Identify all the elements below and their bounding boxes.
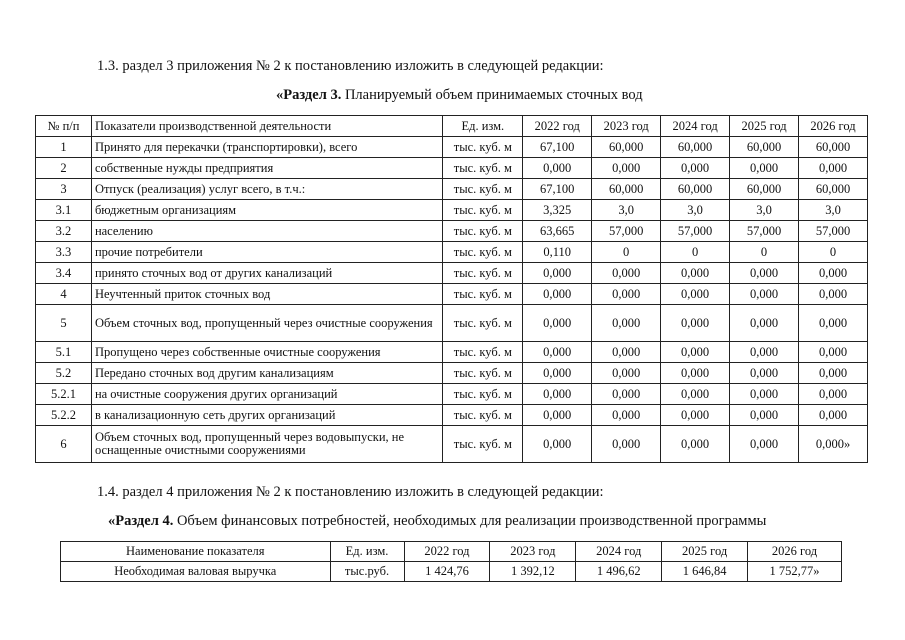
table-cell: 0,000	[592, 405, 661, 426]
table-row	[36, 363, 868, 384]
table-cell: 0,000	[523, 158, 592, 179]
table-cell: тыс. куб. м	[443, 242, 523, 263]
table-cell: 3	[36, 179, 92, 200]
table-cell: 0,000	[730, 284, 799, 305]
table-cell: тыс. куб. м	[443, 179, 523, 200]
table-cell: 0,000	[661, 305, 730, 342]
table-cell: 0,000	[661, 158, 730, 179]
table-cell: 57,000	[799, 221, 868, 242]
table-cell: 0,000	[799, 384, 868, 405]
table-cell: 1 392,12	[490, 562, 576, 582]
table-row	[36, 137, 868, 158]
table-cell: 1 424,76	[404, 562, 490, 582]
paragraph-1-3: 1.3. раздел 3 приложения № 2 к постановлению изложить в следующей редакции:	[97, 58, 604, 74]
table-cell: 0,000	[661, 342, 730, 363]
table-row	[36, 405, 868, 426]
header-cell-2024: 2024 год	[661, 116, 730, 137]
table-cell: 2	[36, 158, 92, 179]
table-cell: тыс. куб. м	[443, 200, 523, 221]
table-cell: 0,000	[799, 263, 868, 284]
table-row	[36, 426, 868, 463]
table-cell: 1 646,84	[662, 562, 748, 582]
table-cell: 60,000	[661, 179, 730, 200]
table-cell: 0,000	[592, 363, 661, 384]
table-cell: 0,000	[730, 363, 799, 384]
header-cell-2023: 2023 год	[592, 116, 661, 137]
table-cell: на очистные сооружения других организаций	[91, 384, 442, 405]
table-cell: 0,000	[523, 284, 592, 305]
header-cell-unit: Ед. изм.	[443, 116, 523, 137]
table-cell: 0,000	[661, 363, 730, 384]
table-cell: Передано сточных вод другим канализациям	[91, 363, 442, 384]
table-cell: 0,000	[799, 284, 868, 305]
table-header-row	[36, 116, 868, 137]
table-cell: 3,0	[799, 200, 868, 221]
table-cell: 0,000	[523, 405, 592, 426]
table-cell: тыс. куб. м	[443, 221, 523, 242]
table-cell: 0,000	[730, 158, 799, 179]
section-4-heading	[108, 513, 766, 530]
table-cell: 0	[730, 242, 799, 263]
table-cell: 0,000	[523, 384, 592, 405]
table-cell: 0,000	[799, 305, 868, 342]
table-row	[36, 284, 868, 305]
header-cell-unit: Ед. изм.	[330, 542, 404, 562]
section-3-heading-text: Планируемый объем принимаемых сточных вод	[341, 87, 643, 103]
table-cell: 0,000	[523, 426, 592, 463]
table-cell: тыс. куб. м	[443, 342, 523, 363]
table-cell: 0,000	[730, 426, 799, 463]
table-cell: 0,000	[661, 405, 730, 426]
table-cell: 0	[799, 242, 868, 263]
table-cell: тыс.руб.	[330, 562, 404, 582]
table-cell: бюджетным организациям	[91, 200, 442, 221]
table-cell: 0,000	[592, 426, 661, 463]
table-cell: 60,000	[799, 179, 868, 200]
table-cell: тыс. куб. м	[443, 137, 523, 158]
table-cell: Отпуск (реализация) услуг всего, в т.ч.:	[91, 179, 442, 200]
table-cell: 0,000	[523, 263, 592, 284]
table-cell: 0,000	[523, 342, 592, 363]
table-cell: Пропущено через собственные очистные сооружения	[91, 342, 442, 363]
table-cell: 3.3	[36, 242, 92, 263]
table-row	[61, 562, 842, 582]
table-cell: 1	[36, 137, 92, 158]
table-row	[36, 221, 868, 242]
table-cell: тыс. куб. м	[443, 158, 523, 179]
table-cell: 57,000	[592, 221, 661, 242]
table-cell: 0,000	[592, 284, 661, 305]
header-cell-number: № п/п	[36, 116, 92, 137]
table-cell: 0,000	[661, 426, 730, 463]
table-cell: 57,000	[730, 221, 799, 242]
table-cell: Принято для перекачки (транспортировки), всего	[91, 137, 442, 158]
table-cell: Необходимая валовая выручка	[61, 562, 331, 582]
table-row	[36, 242, 868, 263]
table-cell: 60,000	[730, 179, 799, 200]
paragraph-1-4: 1.4. раздел 4 приложения № 2 к постановлению изложить в следующей редакции:	[97, 484, 604, 500]
table-cell: 6	[36, 426, 92, 463]
header-cell-2022: 2022 год	[523, 116, 592, 137]
table-cell: тыс. куб. м	[443, 263, 523, 284]
table-cell: 0,000	[730, 405, 799, 426]
table-cell: 5.2.1	[36, 384, 92, 405]
section-4-heading-label: «Раздел 4.	[108, 513, 174, 529]
table-cell: тыс. куб. м	[443, 405, 523, 426]
table-cell: 63,665	[523, 221, 592, 242]
table-cell: 0,110	[523, 242, 592, 263]
table-row	[36, 263, 868, 284]
table-header-row	[61, 542, 842, 562]
header-cell-2025: 2025 год	[662, 542, 748, 562]
table-cell: 67,100	[523, 137, 592, 158]
section-3-heading-label: «Раздел 3.	[276, 87, 342, 103]
table-cell: 0,000	[661, 284, 730, 305]
table-cell: тыс. куб. м	[443, 426, 523, 463]
table-cell: 4	[36, 284, 92, 305]
table-cell: 60,000	[799, 137, 868, 158]
table-cell: 60,000	[730, 137, 799, 158]
table-cell: 0,000»	[799, 426, 868, 463]
table-cell: Неучтенный приток сточных вод	[91, 284, 442, 305]
table-cell: 5.2	[36, 363, 92, 384]
table-cell: 60,000	[592, 137, 661, 158]
table-cell: собственные нужды предприятия	[91, 158, 442, 179]
table-cell: 60,000	[592, 179, 661, 200]
table-cell: 0,000	[592, 305, 661, 342]
table-cell: населению	[91, 221, 442, 242]
table-cell: Объем сточных вод, пропущенный через водовыпуски, не оснащенные очистными сооружениями	[91, 426, 442, 463]
table-cell: 0,000	[799, 342, 868, 363]
table-cell: 5.1	[36, 342, 92, 363]
table-cell: 0	[592, 242, 661, 263]
table-row	[36, 305, 868, 342]
table-cell: 3,0	[661, 200, 730, 221]
table-cell: прочие потребители	[91, 242, 442, 263]
table-cell: 0,000	[592, 384, 661, 405]
table-cell: тыс. куб. м	[443, 284, 523, 305]
table-cell: 3.4	[36, 263, 92, 284]
table-cell: 0,000	[799, 405, 868, 426]
table-cell: 0,000	[730, 305, 799, 342]
section-3-table	[35, 115, 868, 463]
header-cell-2026: 2026 год	[799, 116, 868, 137]
table-cell: 0,000	[523, 305, 592, 342]
header-cell-2023: 2023 год	[490, 542, 576, 562]
table-cell: 3,325	[523, 200, 592, 221]
table-cell: 0,000	[730, 342, 799, 363]
table-cell: 3,0	[730, 200, 799, 221]
table-cell: 3.1	[36, 200, 92, 221]
table-cell: 5.2.2	[36, 405, 92, 426]
table-cell: 0,000	[799, 363, 868, 384]
table-row	[36, 342, 868, 363]
table-cell: в канализационную сеть других организаций	[91, 405, 442, 426]
table-cell: 3.2	[36, 221, 92, 242]
table-row	[36, 158, 868, 179]
table-cell: Объем сточных вод, пропущенный через очистные сооружения	[91, 305, 442, 342]
table-row	[36, 179, 868, 200]
table-cell: 0,000	[661, 384, 730, 405]
table-row	[36, 384, 868, 405]
table-cell: 0,000	[799, 158, 868, 179]
section-4-table	[60, 541, 842, 582]
table-cell: 1 496,62	[576, 562, 662, 582]
table-cell: принято сточных вод от других канализаций	[91, 263, 442, 284]
table-cell: 0,000	[592, 263, 661, 284]
table-cell: 0,000	[523, 363, 592, 384]
table-cell: 0,000	[592, 342, 661, 363]
header-cell-2026: 2026 год	[748, 542, 842, 562]
header-cell-indicator-name: Наименование показателя	[61, 542, 331, 562]
table-cell: тыс. куб. м	[443, 305, 523, 342]
table-cell: 67,100	[523, 179, 592, 200]
table-cell: 1 752,77»	[748, 562, 842, 582]
header-cell-2022: 2022 год	[404, 542, 490, 562]
table-cell: 0	[661, 242, 730, 263]
header-cell-indicator: Показатели производственной деятельности	[91, 116, 442, 137]
table-cell: 5	[36, 305, 92, 342]
table-cell: 3,0	[592, 200, 661, 221]
table-cell: 0,000	[730, 263, 799, 284]
table-cell: 0,000	[661, 263, 730, 284]
table-cell: 0,000	[592, 158, 661, 179]
header-cell-2024: 2024 год	[576, 542, 662, 562]
table-cell: тыс. куб. м	[443, 384, 523, 405]
section-3-heading	[276, 87, 643, 104]
section-4-heading-text: Объем финансовых потребностей, необходимых для реализации производственной программы	[173, 513, 767, 529]
table-cell: тыс. куб. м	[443, 363, 523, 384]
table-cell: 60,000	[661, 137, 730, 158]
header-cell-2025: 2025 год	[730, 116, 799, 137]
table-cell: 0,000	[730, 384, 799, 405]
table-row	[36, 200, 868, 221]
table-cell: 57,000	[661, 221, 730, 242]
